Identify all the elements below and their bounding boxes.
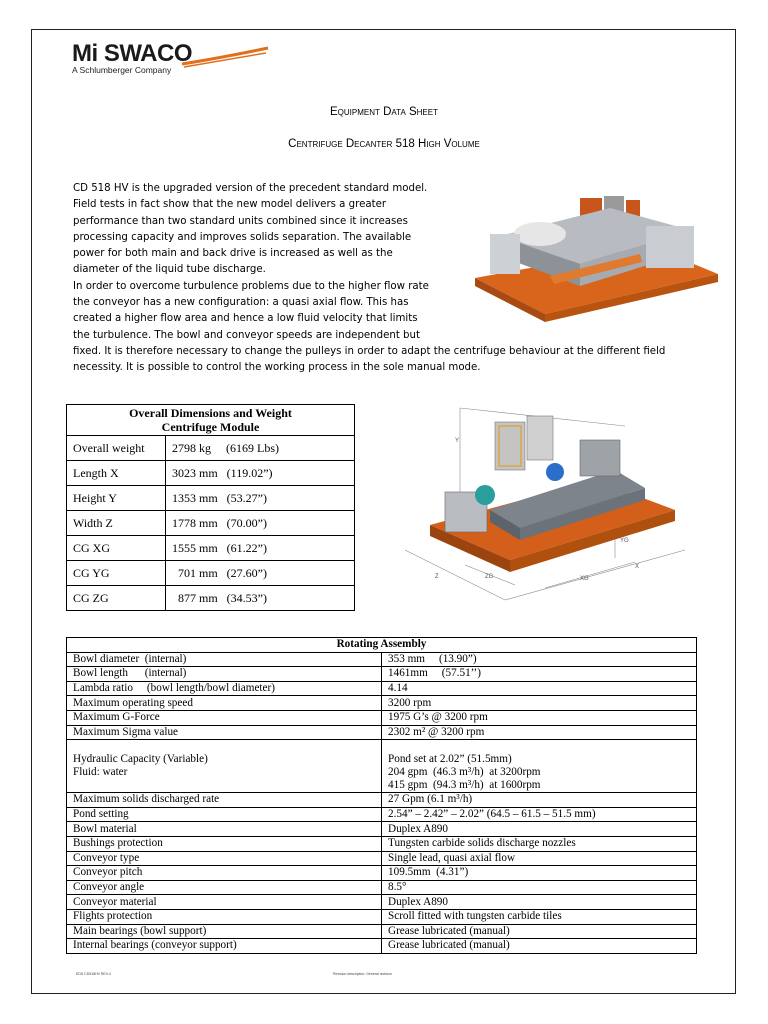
table-row bbox=[67, 793, 697, 808]
hydraulic-label-line: Fluid: water bbox=[73, 766, 128, 779]
intro-line: the conveyor has a new configuration: a quasi axial flow. This has bbox=[73, 297, 409, 309]
row-label: CG XG bbox=[67, 536, 166, 561]
row-label: Maximum Sigma value bbox=[67, 725, 382, 740]
row-label: Lambda ratio (bowl length/bowl diameter) bbox=[67, 681, 382, 696]
table-row bbox=[67, 710, 697, 725]
row-value: 1778 mm (70.00”) bbox=[166, 511, 355, 536]
centrifuge-photo bbox=[470, 186, 720, 328]
row-value: Grease lubricated (manual) bbox=[382, 939, 697, 954]
table-row bbox=[67, 681, 697, 696]
table-row bbox=[67, 836, 697, 851]
row-value: 1353 mm (53.27”) bbox=[166, 486, 355, 511]
row-value: 877 mm (34.53”) bbox=[166, 586, 355, 611]
row-label: Flights protection bbox=[67, 909, 382, 924]
intro-line: In order to overcome turbulence problems due to the higher flow rate bbox=[73, 280, 429, 292]
intro-line: processing capacity and improves solids separation. The available bbox=[73, 231, 412, 243]
footer-left: EDS.CD518HV REV.4 bbox=[76, 972, 111, 976]
table-row bbox=[67, 511, 355, 536]
row-label bbox=[67, 740, 382, 793]
table-row bbox=[67, 909, 697, 924]
table-row bbox=[67, 866, 697, 881]
row-label: Internal bearings (conveyor support) bbox=[67, 939, 382, 954]
table-row bbox=[67, 586, 355, 611]
row-label: Maximum operating speed bbox=[67, 696, 382, 711]
intro-line: Field tests in fact show that the new model delivers a greater bbox=[73, 199, 387, 211]
table-row bbox=[67, 486, 355, 511]
dimensions-table bbox=[66, 404, 355, 611]
table-row bbox=[67, 725, 697, 740]
row-label: Overall weight bbox=[67, 436, 166, 461]
intro-line: CD 518 HV is the upgraded version of the precedent standard model. bbox=[73, 183, 428, 194]
row-value: Single lead, quasi axial flow bbox=[382, 851, 697, 866]
table-row bbox=[67, 880, 697, 895]
logo-subtitle: A Schlumberger Company bbox=[72, 65, 172, 75]
footer-right: Revision description: General revision bbox=[333, 972, 392, 976]
row-value: 3023 mm (119.02”) bbox=[166, 461, 355, 486]
dimensions-table-title bbox=[67, 405, 355, 436]
row-value: 8.5° bbox=[382, 880, 697, 895]
row-label: Maximum solids discharged rate bbox=[67, 793, 382, 808]
row-value bbox=[382, 740, 697, 793]
drawing-label-z: Z bbox=[435, 574, 439, 580]
table-row bbox=[67, 667, 697, 682]
table-row bbox=[67, 895, 697, 910]
table-row bbox=[67, 740, 697, 793]
logo-name: Mi SWACO bbox=[72, 40, 192, 67]
row-label: Main bearings (bowl support) bbox=[67, 924, 382, 939]
hydraulic-label-line: Hydraulic Capacity (Variable) bbox=[73, 753, 208, 766]
row-label: Bowl diameter (internal) bbox=[67, 652, 382, 667]
row-label: Length X bbox=[67, 461, 166, 486]
table-row bbox=[67, 652, 697, 667]
intro-line: the turbulence. The bowl and conveyor speeds are independent but bbox=[73, 329, 420, 341]
row-label: Maximum G-Force bbox=[67, 710, 382, 725]
intro-line: power for both main and back drive is increased as well as the bbox=[73, 248, 393, 260]
row-value: Scroll fitted with tungsten carbide tiles bbox=[382, 909, 697, 924]
document-title: Equipment Data Sheet bbox=[330, 106, 438, 118]
row-value: 1975 G’s @ 3200 rpm bbox=[382, 710, 697, 725]
dimensions-title-line: Centrifuge Module bbox=[161, 420, 260, 434]
row-value: 27 Gpm (6.1 m³/h) bbox=[382, 793, 697, 808]
row-label: Pond setting bbox=[67, 807, 382, 822]
table-row bbox=[67, 822, 697, 837]
dimension-drawing bbox=[385, 400, 695, 610]
row-label: Conveyor material bbox=[67, 895, 382, 910]
table-row bbox=[67, 851, 697, 866]
row-label: Conveyor type bbox=[67, 851, 382, 866]
intro-line: necessity. It is possible to control the working process in the sole manual mode. bbox=[73, 362, 481, 374]
drawing-label-y: Y bbox=[455, 438, 460, 444]
table-row bbox=[67, 939, 697, 954]
row-value: Tungsten carbide solids discharge nozzles bbox=[382, 836, 697, 851]
intro-line: performance than two standard units combined since it increases bbox=[73, 215, 408, 227]
row-value: 353 mm (13.90”) bbox=[382, 652, 697, 667]
row-label: Bowl length (internal) bbox=[67, 667, 382, 682]
intro-line: diameter of the liquid tube discharge. bbox=[73, 264, 266, 276]
intro-line: created a higher flow area and hence a low fluid velocity that limits bbox=[73, 313, 418, 325]
row-label: CG YG bbox=[67, 561, 166, 586]
row-value: 1461mm (57.51’’) bbox=[382, 667, 697, 682]
drawing-label-xg: XG bbox=[580, 576, 589, 582]
table-row bbox=[67, 536, 355, 561]
table-row bbox=[67, 924, 697, 939]
table-row bbox=[67, 436, 355, 461]
drawing-label-yg: YG bbox=[620, 538, 629, 544]
row-value: 109.5mm (4.31”) bbox=[382, 866, 697, 881]
company-logo bbox=[72, 40, 272, 80]
hydraulic-value-line: 415 gpm (94.3 m³/h) at 1600rpm bbox=[388, 779, 541, 792]
row-value: 1555 mm (61.22”) bbox=[166, 536, 355, 561]
row-value: 2302 m² @ 3200 rpm bbox=[382, 725, 697, 740]
table-row bbox=[67, 561, 355, 586]
dimensions-title-line: Overall Dimensions and Weight bbox=[129, 406, 292, 420]
document-subtitle: Centrifuge Decanter 518 High Volume bbox=[288, 138, 480, 150]
table-row bbox=[67, 461, 355, 486]
row-label: Height Y bbox=[67, 486, 166, 511]
row-value: 701 mm (27.60”) bbox=[166, 561, 355, 586]
row-value: 4.14 bbox=[382, 681, 697, 696]
row-value: Duplex A890 bbox=[382, 895, 697, 910]
row-value: 2.54” – 2.42” – 2.02” (64.5 – 61.5 – 51.5 mm) bbox=[382, 807, 697, 822]
row-label: CG ZG bbox=[67, 586, 166, 611]
rotating-assembly-table bbox=[66, 637, 697, 954]
drawing-label-x: X bbox=[635, 564, 640, 570]
rotating-table-title: Rotating Assembly bbox=[67, 638, 697, 653]
table-row bbox=[67, 696, 697, 711]
logo-swoosh-icon bbox=[180, 44, 270, 68]
row-label: Conveyor angle bbox=[67, 880, 382, 895]
row-value: Duplex A890 bbox=[382, 822, 697, 837]
row-label: Width Z bbox=[67, 511, 166, 536]
row-value: Grease lubricated (manual) bbox=[382, 924, 697, 939]
row-label: Conveyor pitch bbox=[67, 866, 382, 881]
row-value: 2798 kg (6169 Lbs) bbox=[166, 436, 355, 461]
row-value: 3200 rpm bbox=[382, 696, 697, 711]
intro-line: fixed. It is therefore necessary to change the pulleys in order to adapt the centrifuge behaviour at the different field bbox=[73, 345, 666, 357]
row-label: Bushings protection bbox=[67, 836, 382, 851]
hydraulic-value-line: 204 gpm (46.3 m³/h) at 3200rpm bbox=[388, 766, 541, 779]
row-label: Bowl material bbox=[67, 822, 382, 837]
table-row bbox=[67, 807, 697, 822]
drawing-label-zg: ZG bbox=[485, 574, 494, 580]
hydraulic-value-line: Pond set at 2.02” (51.5mm) bbox=[388, 753, 512, 766]
